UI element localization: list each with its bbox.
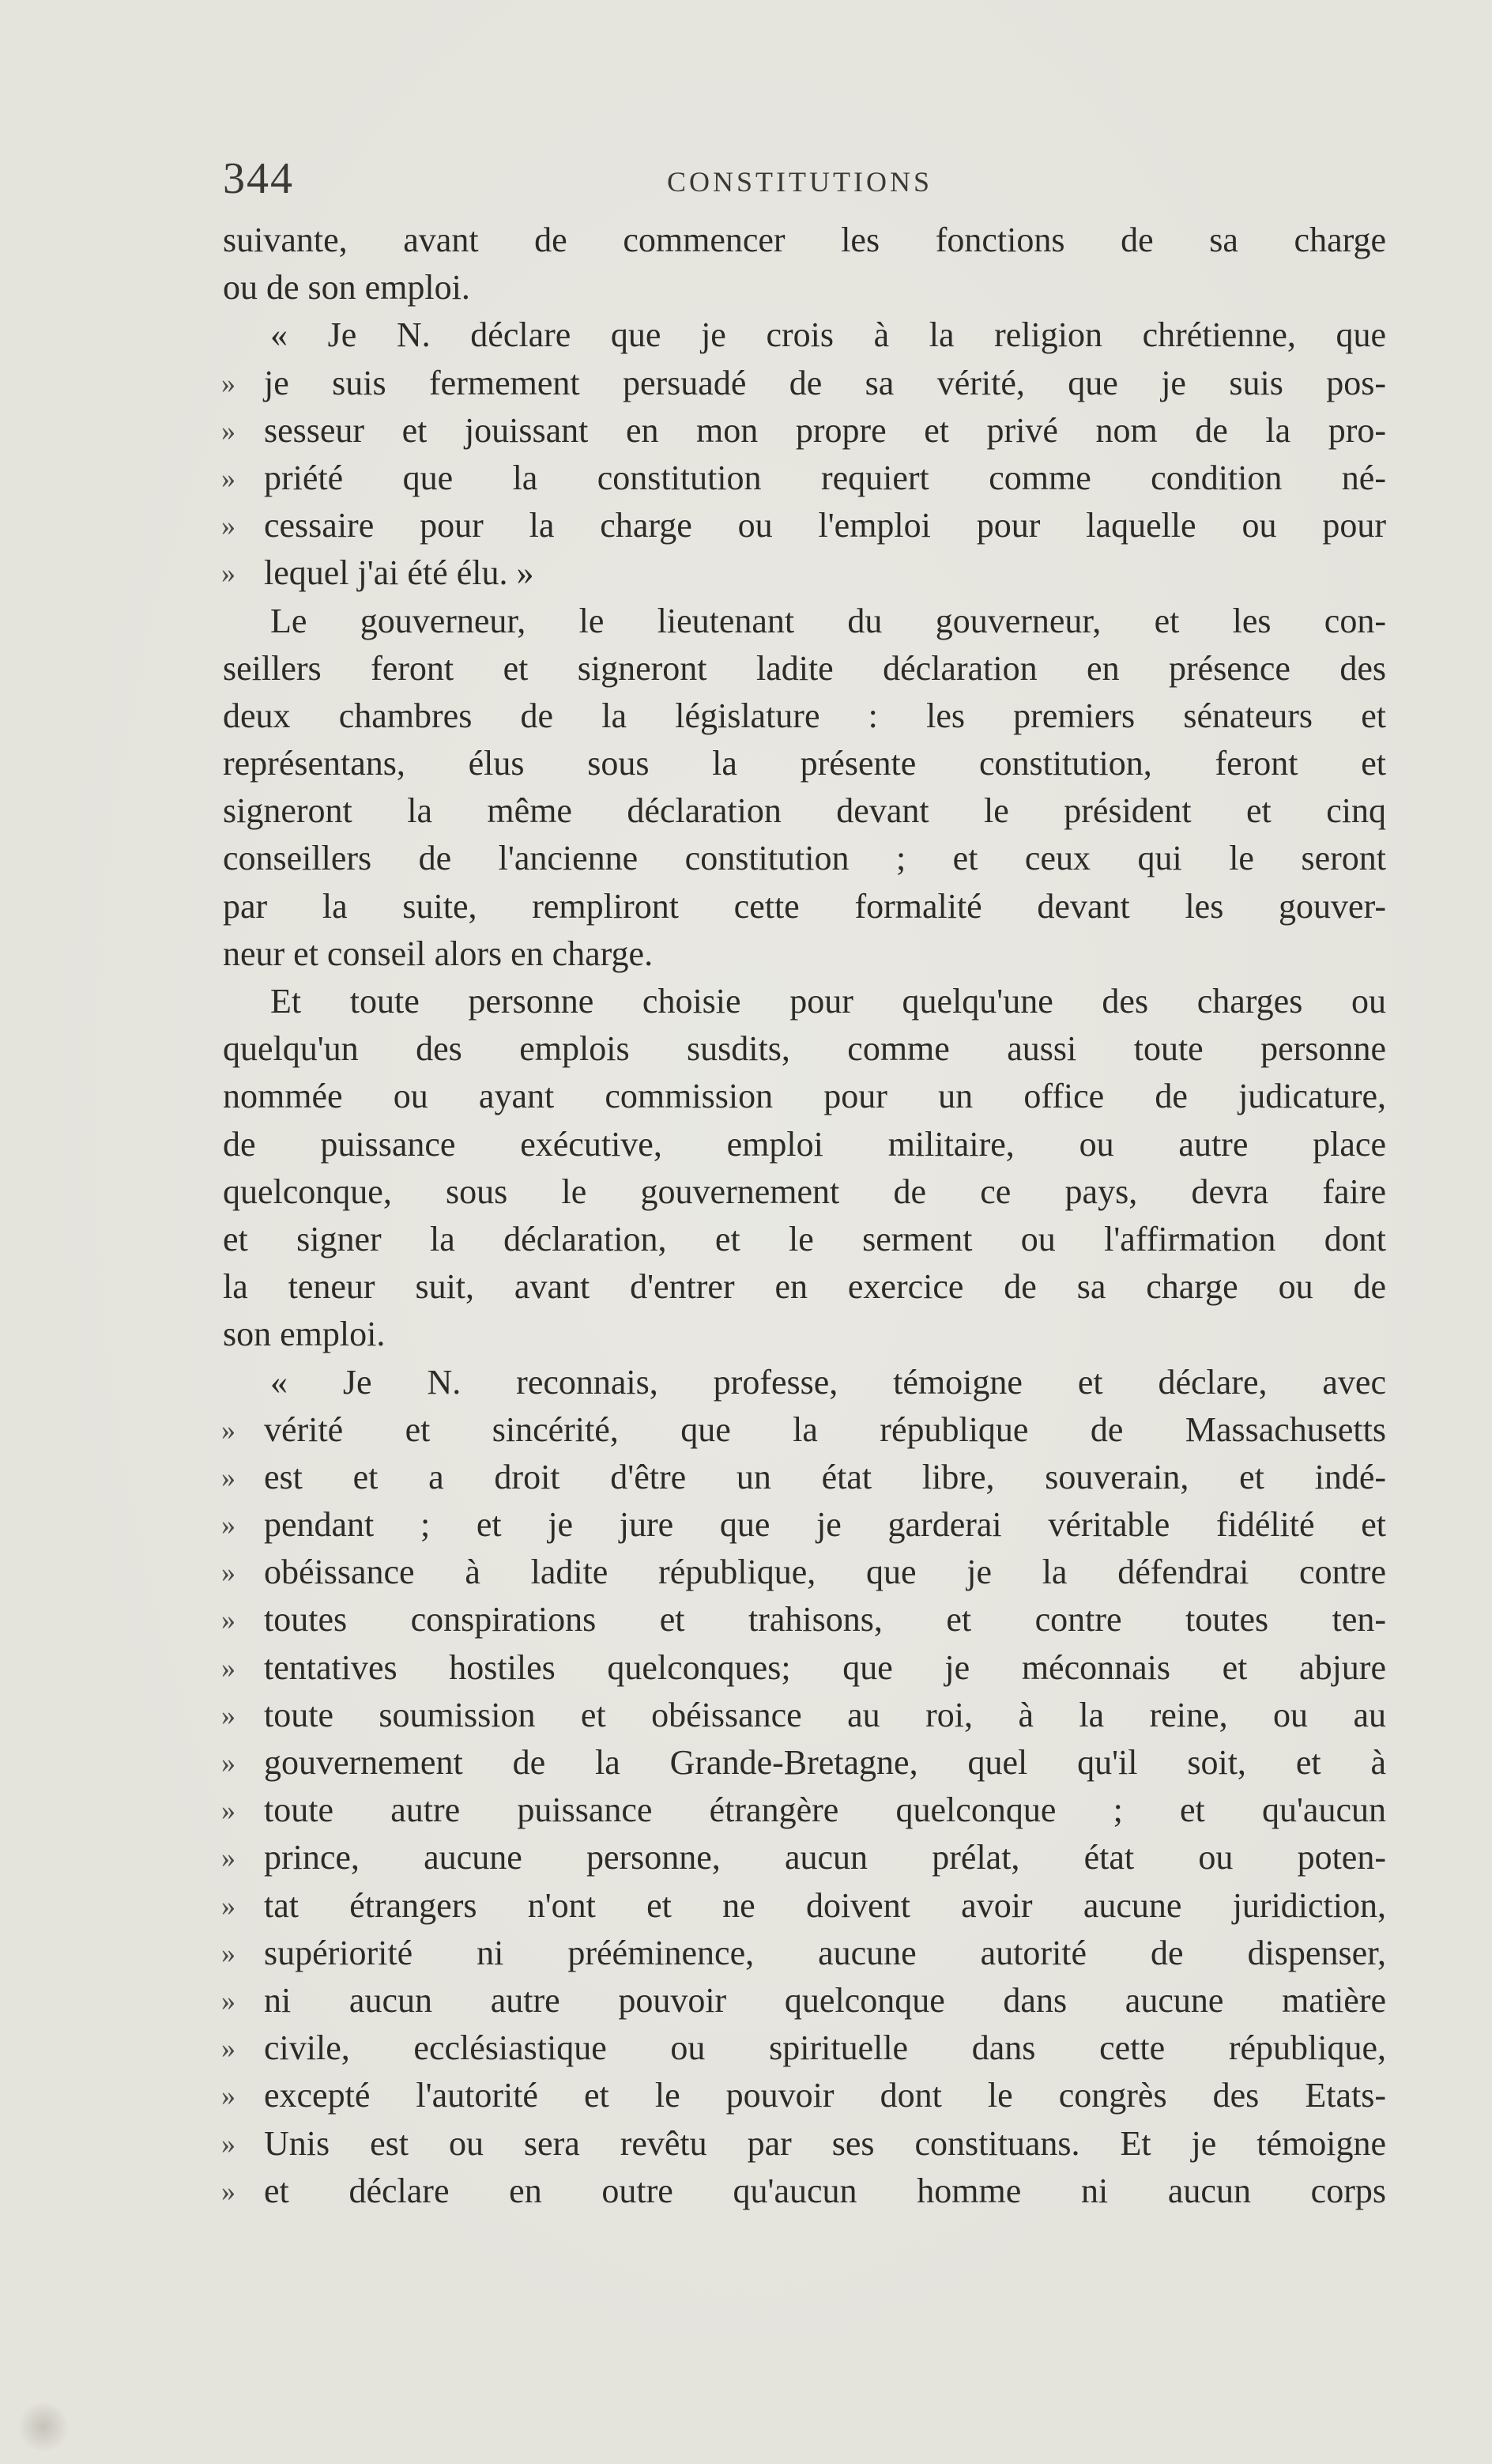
quoted-line bbox=[223, 1834, 1386, 1881]
quote-mark: » bbox=[221, 367, 235, 399]
quote-mark: » bbox=[221, 2175, 235, 2207]
quoted-line bbox=[223, 1882, 1386, 1930]
text-line: lequel j'ai été élu. » bbox=[264, 553, 534, 593]
text-line: par la suite, rempliront cette formalité devant les gouver- bbox=[223, 886, 1386, 926]
quoted-line bbox=[223, 1977, 1386, 2024]
text-line: vérité et sincérité, que la république de Massachusetts bbox=[264, 1409, 1386, 1449]
text-line: ou de son emploi. bbox=[223, 268, 470, 308]
page-number: 344 bbox=[223, 154, 294, 203]
text-line: pendant ; et je jure que je garderai véritable fidélité et bbox=[264, 1505, 1386, 1545]
quote-mark: » bbox=[221, 1984, 235, 2017]
text-line: tat étrangers n'ont et ne doivent avoir aucune juridiction, bbox=[264, 1885, 1386, 1925]
quoted-line bbox=[223, 502, 1386, 549]
text-line: gouvernement de la Grande-Bretagne, quel qu'il soit, et à bbox=[264, 1743, 1386, 1782]
quoted-line bbox=[223, 1692, 1386, 1739]
quoted-line bbox=[223, 1739, 1386, 1787]
quoted-line bbox=[223, 1406, 1386, 1454]
text-line: et signer la déclaration, et le serment ou l'affirmation dont bbox=[223, 1219, 1386, 1258]
text-line: la teneur suit, avant d'entrer en exercice de sa charge ou de bbox=[223, 1267, 1386, 1307]
quoted-line bbox=[223, 1644, 1386, 1692]
text-line: Le gouverneur, le lieutenant du gouverneur, et les con- bbox=[270, 601, 1386, 640]
quoted-line bbox=[223, 1549, 1386, 1596]
text-line: « Je N. déclare que je crois à la religion chrétienne, que bbox=[270, 315, 1386, 355]
text-line: supériorité ni prééminence, aucune autorité de dispenser, bbox=[264, 1933, 1386, 1972]
text-line: prince, aucune personne, aucun prélat, état ou poten- bbox=[264, 1838, 1386, 1877]
text-line: conseillers de l'ancienne constitution ; et ceux qui le seront bbox=[223, 839, 1386, 878]
quoted-line bbox=[223, 407, 1386, 455]
text-line: cessaire pour la charge ou l'emploi pour laquelle ou pour bbox=[264, 506, 1386, 545]
quoted-line bbox=[223, 2072, 1386, 2119]
text-line: son emploi. bbox=[223, 1315, 386, 1354]
quote-mark: » bbox=[221, 2032, 235, 2065]
quoted-line bbox=[223, 1501, 1386, 1549]
text-line: est et a droit d'être un état libre, souverain, et indé- bbox=[264, 1457, 1386, 1496]
quote-mark: » bbox=[221, 1794, 235, 1827]
text-line: toutes conspirations et trahisons, et contre toutes ten- bbox=[264, 1600, 1386, 1640]
text-line: priété que la constitution requiert comme condition né- bbox=[264, 458, 1386, 497]
text-line: Unis est ou sera revêtu par ses constituans. Et je témoigne bbox=[264, 2123, 1386, 2163]
text-line: tentatives hostiles quelconques; que je méconnais et abjure bbox=[264, 1647, 1386, 1687]
text-line: Et toute personne choisie pour quelqu'une des charges ou bbox=[270, 982, 1386, 1021]
quote-mark: » bbox=[221, 462, 235, 494]
quote-mark: » bbox=[221, 1651, 235, 1684]
quote-mark: » bbox=[221, 2127, 235, 2160]
quoted-line bbox=[223, 1930, 1386, 1977]
text-line: de puissance exécutive, emploi militaire, ou autre place bbox=[223, 1124, 1386, 1164]
quoted-line bbox=[223, 1454, 1386, 1501]
text-line: seillers feront et signeront ladite déclaration en présence des bbox=[223, 648, 1386, 688]
text-line: représentans, élus sous la présente constitution, feront et bbox=[223, 744, 1386, 783]
quote-mark: » bbox=[221, 1604, 235, 1636]
text-line: « Je N. reconnais, professe, témoigne et déclare, avec bbox=[270, 1362, 1386, 1402]
quoted-line bbox=[223, 2024, 1386, 2072]
page-header bbox=[223, 155, 1386, 218]
quoted-line bbox=[223, 360, 1386, 407]
text-line: excepté l'autorité et le pouvoir dont le congrès des Etats- bbox=[264, 2076, 1386, 2115]
text-line: sesseur et jouissant en mon propre et privé nom de la pro- bbox=[264, 410, 1386, 450]
paper-stain bbox=[16, 2403, 71, 2451]
quoted-line bbox=[223, 1787, 1386, 1834]
quote-mark: » bbox=[221, 414, 235, 447]
quote-mark: » bbox=[221, 1509, 235, 1541]
quote-mark: » bbox=[221, 510, 235, 542]
text-line: toute soumission et obéissance au roi, à la reine, ou au bbox=[264, 1695, 1386, 1734]
quoted-line bbox=[223, 549, 1386, 597]
quote-mark: » bbox=[221, 1461, 235, 1493]
quote-mark: » bbox=[221, 1699, 235, 1731]
quote-mark: » bbox=[221, 1889, 235, 1922]
text-line: neur et conseil alors en charge. bbox=[223, 934, 654, 973]
quote-mark: » bbox=[221, 1842, 235, 1874]
text-line: nommée ou ayant commission pour un office de judicature, bbox=[223, 1077, 1386, 1116]
text-line: quelqu'un des emplois susdits, comme aussi toute personne bbox=[223, 1029, 1386, 1069]
quote-mark: » bbox=[221, 1413, 235, 1446]
quoted-line bbox=[223, 455, 1386, 502]
quoted-line bbox=[223, 2168, 1386, 2215]
text-line: deux chambres de la législature : les premiers sénateurs et bbox=[223, 696, 1386, 735]
quote-mark: » bbox=[221, 2080, 235, 2112]
text-line: ni aucun autre pouvoir quelconque dans aucune matière bbox=[264, 1980, 1386, 2020]
text-line: civile, ecclésiastique ou spirituelle dans cette république, bbox=[264, 2028, 1386, 2068]
quote-mark: » bbox=[221, 557, 235, 590]
running-head: CONSTITUTIONS bbox=[667, 166, 932, 198]
text-line: toute autre puissance étrangère quelconque ; et qu'aucun bbox=[264, 1790, 1386, 1830]
text-line: je suis fermement persuadé de sa vérité, que je suis pos- bbox=[264, 363, 1386, 402]
quoted-line bbox=[223, 2120, 1386, 2168]
text-line: quelconque, sous le gouvernement de ce pays, devra faire bbox=[223, 1172, 1386, 1211]
quote-mark: » bbox=[221, 1747, 235, 1779]
text-line: obéissance à ladite république, que je la défendrai contre bbox=[264, 1553, 1386, 1592]
quote-mark: » bbox=[221, 1557, 235, 1589]
text-line: suivante, avant de commencer les fonctions de sa charge bbox=[223, 221, 1386, 259]
quote-mark: » bbox=[221, 1937, 235, 1969]
text-line: et déclare en outre qu'aucun homme ni aucun corps bbox=[264, 2171, 1386, 2210]
quoted-line bbox=[223, 1596, 1386, 1643]
text-line: signeront la même déclaration devant le président et cinq bbox=[223, 791, 1386, 831]
body-text bbox=[223, 217, 1386, 2215]
